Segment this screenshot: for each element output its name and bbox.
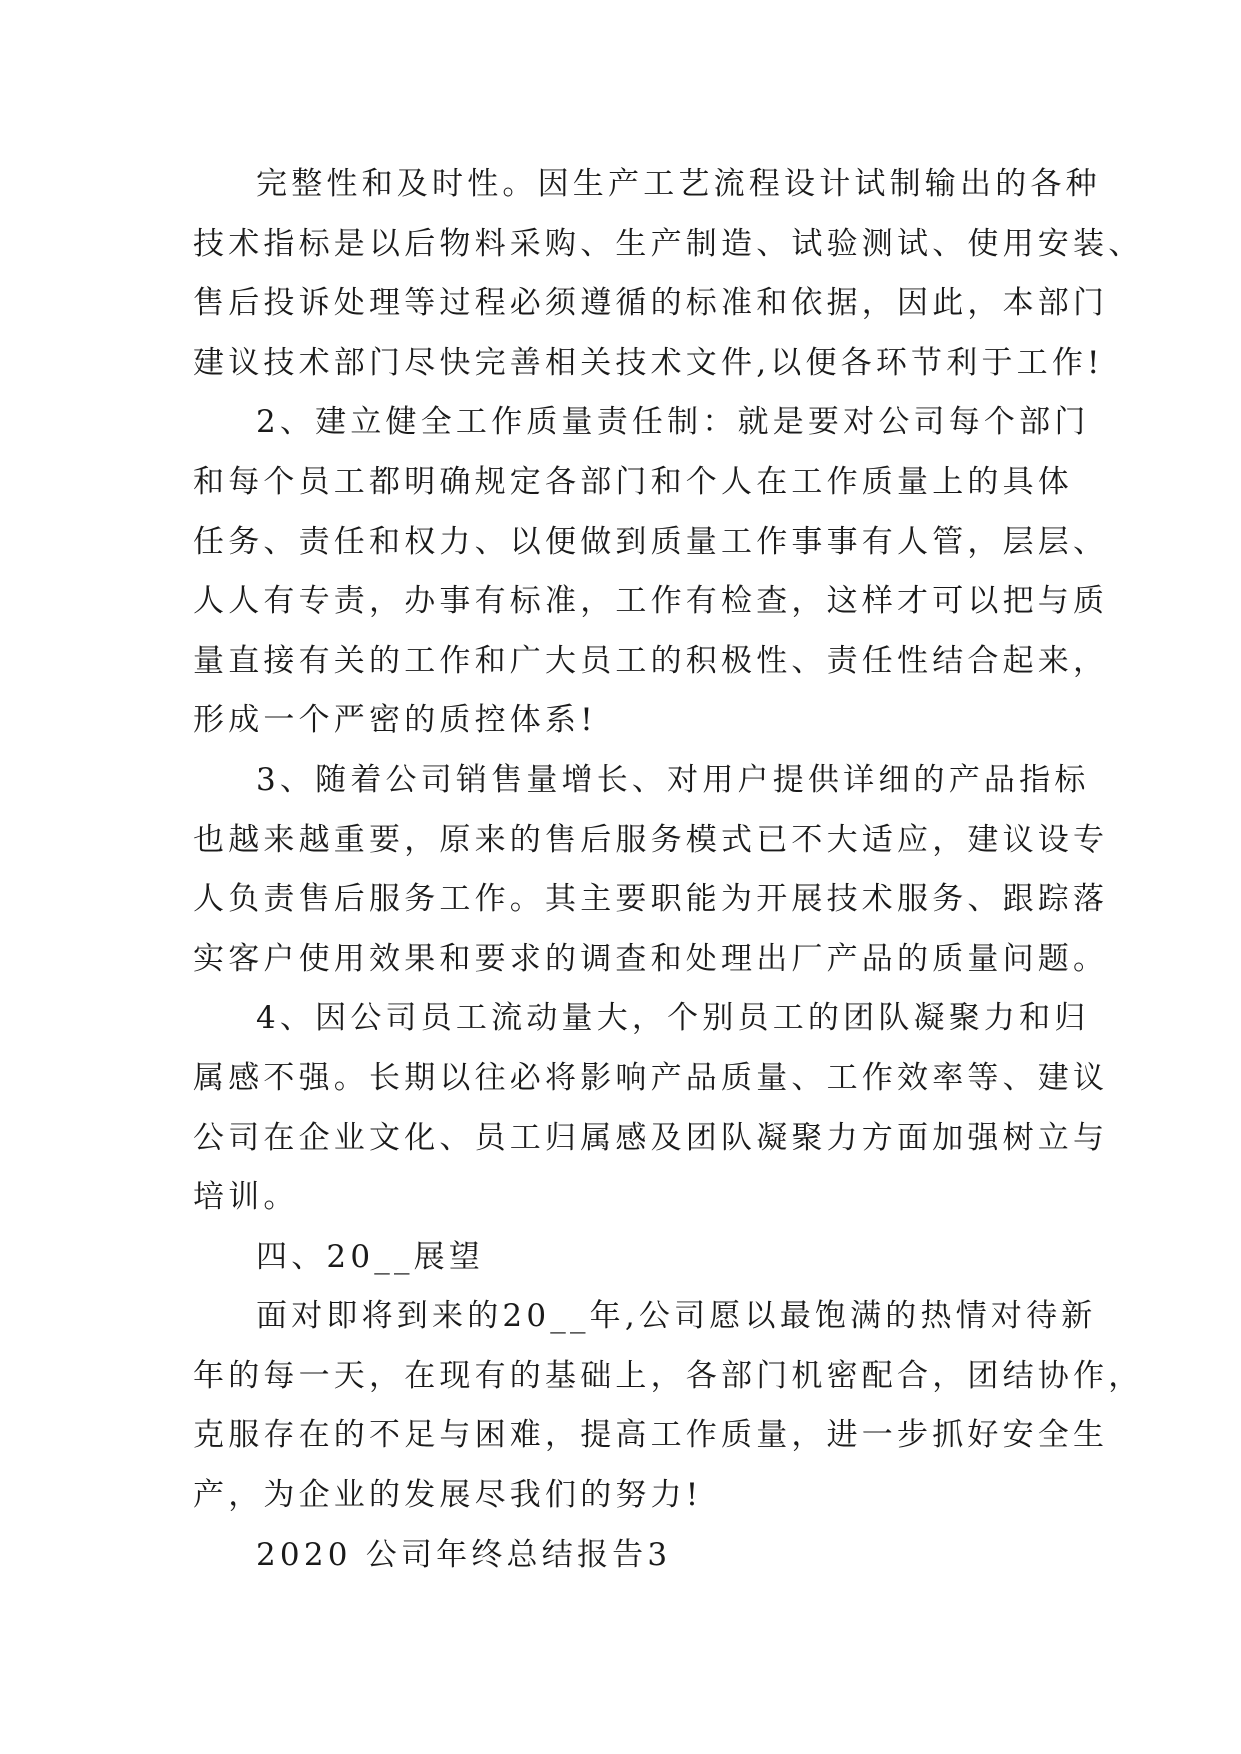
text-line: 产，为企业的发展尽我们的努力! xyxy=(193,1477,703,1514)
text-line: 培训。 xyxy=(193,1179,299,1216)
text-line: 克服存在的不足与困难，提高工作质量，进一步抓好安全生 xyxy=(193,1417,1109,1454)
paragraph-3-first-line: 3、随着公司销售量增长、对用户提供详细的产品指标 xyxy=(256,761,1090,798)
text-line: 量直接有关的工作和广大员工的积极性、责任性结合起来， xyxy=(193,642,1109,679)
text-line: 技术指标是以后物料采购、生产制造、试验测试、使用安装、 xyxy=(193,225,1144,262)
text-line: 和每个员工都明确规定各部门和个人在工作质量上的具体 xyxy=(193,463,1073,500)
text-line: 人负责售后服务工作。其主要职能为开展技术服务、跟踪落 xyxy=(193,881,1109,918)
text-line: 建议技术部门尽快完善相关技术文件,以便各环节利于工作! xyxy=(193,344,1104,381)
text-line: 属感不强。长期以往必将影响产品质量、工作效率等、建议 xyxy=(193,1059,1109,1096)
section-heading: 四、20__展望 xyxy=(256,1238,485,1275)
text-line: 公司在企业文化、员工归属感及团队凝聚力方面加强树立与 xyxy=(193,1119,1109,1156)
outlook-paragraph-first-line: 面对即将到来的20__年,公司愿以最饱满的热情对待新 xyxy=(256,1298,1097,1335)
text-line: 形成一个严密的质控体系! xyxy=(193,702,597,739)
text-line: 实客户使用效果和要求的调查和处理出厂产品的质量问题。 xyxy=(193,940,1109,977)
text-line: 售后投诉处理等过程必须遵循的标准和依据，因此，本部门 xyxy=(193,285,1109,322)
paragraph-2-first-line: 2、建立健全工作质量责任制：就是要对公司每个部门 xyxy=(256,404,1090,441)
text-line: 年的每一天，在现有的基础上，各部门机密配合，团结协作， xyxy=(193,1357,1144,1394)
document-body xyxy=(193,155,1144,1585)
text-line: 完整性和及时性。因生产工艺流程设计试制输出的各种 xyxy=(256,166,1101,202)
paragraph-4-first-line: 4、因公司员工流动量大，个别员工的团队凝聚力和归 xyxy=(256,1000,1090,1037)
text-line: 任务、责任和权力、以便做到质量工作事事有人管，层层、 xyxy=(193,523,1109,560)
report-title: 2020 公司年终总结报告3 xyxy=(256,1536,672,1573)
text-line: 人人有专责，办事有标准，工作有检查，这样才可以把与质 xyxy=(193,583,1109,620)
text-line: 也越来越重要，原来的售后服务模式已不大适应，建议设专 xyxy=(193,821,1109,858)
